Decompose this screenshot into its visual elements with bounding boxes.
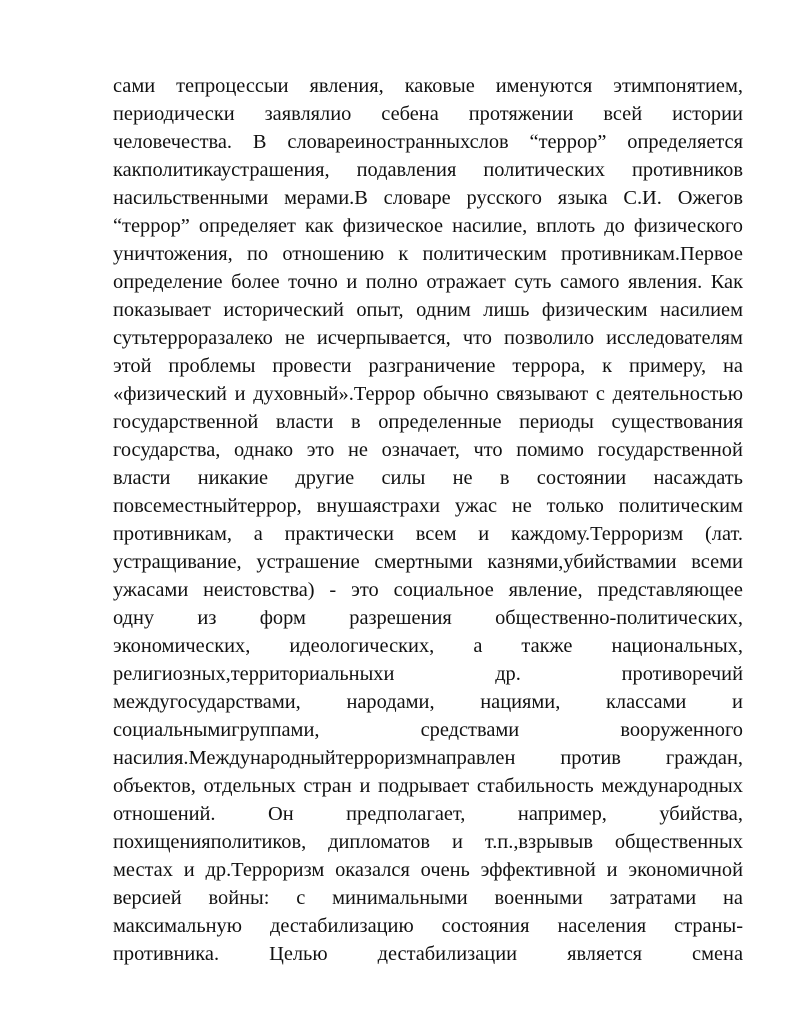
word: русского	[466, 187, 542, 209]
word: идеологических,	[289, 635, 435, 657]
word: истории	[672, 103, 743, 125]
word: отдельных	[203, 775, 296, 797]
word: общественных	[614, 831, 743, 853]
word: “террор”	[113, 215, 190, 237]
text-line	[113, 744, 743, 772]
text-line	[113, 268, 743, 296]
text-line	[113, 72, 743, 100]
word: примеру,	[628, 355, 707, 377]
word: и	[606, 859, 618, 881]
text-line	[113, 856, 743, 884]
word: повсеместныйтеррор,	[113, 495, 302, 517]
word: насаждать	[653, 467, 743, 489]
word: именуются	[495, 75, 593, 97]
word: противникам.Первое	[561, 243, 743, 265]
word: точно	[288, 271, 338, 293]
word: представляющее	[597, 579, 743, 601]
word: проблемы	[168, 355, 256, 377]
word: похищенияполитиков,	[113, 831, 307, 853]
word: предполагает,	[346, 803, 466, 825]
word: В	[252, 131, 267, 153]
word: насилием	[660, 299, 743, 321]
word: не	[511, 495, 532, 517]
word: разграничение	[368, 355, 496, 377]
word: подрывает	[378, 775, 470, 797]
word: и	[478, 523, 490, 545]
text-line	[113, 492, 743, 520]
word: из	[197, 607, 217, 629]
word: военными	[494, 887, 583, 909]
word: как	[305, 215, 334, 237]
word: казнями,убийствамии	[487, 551, 677, 573]
word: показывает	[113, 299, 211, 321]
word: периодически	[113, 103, 235, 125]
word: социальнымигруппами,	[113, 719, 320, 741]
word: дестабилизацию	[269, 915, 414, 937]
word: к	[398, 243, 409, 265]
word: явления,	[309, 75, 384, 97]
word: на	[723, 355, 743, 377]
word: «физический	[113, 383, 227, 405]
word: и	[732, 691, 743, 713]
word: провести	[272, 355, 352, 377]
word: национальных,	[611, 635, 743, 657]
word: самого	[559, 271, 620, 293]
word: исследователям	[606, 327, 743, 349]
word: граждан,	[665, 747, 743, 769]
word: экономичной	[628, 859, 743, 881]
word: местах	[113, 859, 173, 881]
word: не	[284, 327, 305, 349]
word: физического	[633, 215, 743, 237]
word: вплоть	[536, 215, 596, 237]
word: стабильность	[476, 775, 594, 797]
text-line	[113, 184, 743, 212]
word: объектов,	[113, 775, 196, 797]
word: подавления	[356, 159, 457, 181]
word: внушаястрахи	[316, 495, 441, 517]
word: каждому.Терроризм	[511, 523, 684, 545]
word: и	[359, 775, 371, 797]
word: духовный».Террор	[253, 383, 416, 405]
word: политических	[483, 159, 605, 181]
word: др.	[495, 663, 521, 685]
word: обычно	[423, 383, 489, 405]
text-line	[113, 156, 743, 184]
word: этой	[113, 355, 152, 377]
word: на	[722, 887, 743, 909]
word: версией	[113, 887, 182, 909]
word: явления.	[627, 271, 703, 293]
word: мерами.В	[284, 187, 368, 209]
word: против	[560, 747, 621, 769]
word: междугосударствами,	[113, 691, 301, 713]
text-line	[113, 324, 743, 352]
word: Целью	[269, 943, 328, 965]
word: всеми	[691, 551, 743, 573]
word: никакие	[197, 467, 269, 489]
text-line	[113, 772, 743, 800]
word: другие	[295, 467, 355, 489]
word: международных	[601, 775, 743, 797]
word: форм	[259, 607, 306, 629]
text-line	[113, 240, 743, 268]
word: явление,	[508, 579, 583, 601]
word: религиозных,территориальныхи	[113, 663, 395, 685]
word: разрешения	[349, 607, 452, 629]
word: с	[296, 887, 306, 909]
word: смертными	[374, 551, 473, 573]
word: определение	[113, 271, 223, 293]
word: политическим	[422, 243, 547, 265]
word: силы	[381, 467, 426, 489]
word: противника.	[113, 943, 220, 965]
word: это	[351, 579, 379, 601]
word: противоречий	[621, 663, 743, 685]
word: более	[231, 271, 280, 293]
text-line	[113, 100, 743, 128]
word: политическим	[618, 495, 743, 517]
word: одну	[113, 607, 155, 629]
word: протяжении	[468, 103, 574, 125]
word: Ожегов	[677, 187, 743, 209]
word: социальное	[393, 579, 494, 601]
word: исчерпывается,	[316, 327, 451, 349]
text-line	[113, 884, 743, 912]
word: этимпонятием,	[613, 75, 743, 97]
word: противникам,	[113, 523, 232, 545]
word: также	[521, 635, 573, 657]
word: эффективной	[480, 859, 596, 881]
word: устрашение	[256, 551, 360, 573]
word: средствами	[420, 719, 520, 741]
word: населения	[557, 915, 647, 937]
word: деятельностью	[612, 383, 743, 405]
word: определенные	[378, 411, 502, 433]
word: исторический	[223, 299, 344, 321]
word: т.п.,взрывыв	[484, 831, 593, 853]
word: стран	[303, 775, 352, 797]
text-line	[113, 464, 743, 492]
word: тепроцессыи	[176, 75, 289, 97]
text-line	[113, 212, 743, 240]
word: является	[567, 943, 642, 965]
text-line	[113, 912, 743, 940]
word: государственной	[597, 439, 743, 461]
word: существования	[611, 411, 743, 433]
text-line	[113, 716, 743, 744]
word: только	[546, 495, 604, 517]
word: террора,	[512, 355, 586, 377]
word: очень	[420, 859, 470, 881]
word: оказался	[335, 859, 410, 881]
word: полно	[365, 271, 418, 293]
word: противников	[631, 159, 743, 181]
text-line	[113, 380, 743, 408]
word: периоды	[519, 411, 594, 433]
word: это	[306, 439, 335, 461]
word: сами	[113, 75, 156, 97]
word: себена	[381, 103, 439, 125]
text-line	[113, 520, 743, 548]
word: физическим	[541, 299, 648, 321]
word: не	[452, 467, 473, 489]
word: уничтожения,	[113, 243, 233, 265]
word: состояния	[441, 915, 530, 937]
text-line	[113, 632, 743, 660]
word: какполитикаустрашения,	[113, 159, 330, 181]
word: отношению	[282, 243, 385, 265]
word: в	[499, 467, 510, 489]
word: экономических,	[113, 635, 251, 657]
word: позволило	[503, 327, 595, 349]
word: смена	[692, 943, 743, 965]
word: физическое	[342, 215, 443, 237]
word: означает,	[381, 439, 460, 461]
word: насильственными	[113, 187, 269, 209]
word: а	[253, 523, 263, 545]
word: затратами	[609, 887, 697, 909]
word: в	[350, 411, 361, 433]
word: страны-	[674, 915, 743, 937]
word: всей	[603, 103, 643, 125]
word: -	[329, 579, 337, 601]
word: и	[346, 271, 358, 293]
word: и	[451, 831, 463, 853]
word: по	[247, 243, 269, 265]
word: одним	[416, 299, 471, 321]
word: (лат.	[704, 523, 743, 545]
word: и	[183, 859, 195, 881]
word: насилие,	[452, 215, 528, 237]
word: максимальную	[113, 915, 242, 937]
word: государственной	[113, 411, 259, 433]
word: минимальными	[332, 887, 468, 909]
text-line	[113, 548, 743, 576]
word: до	[604, 215, 625, 237]
text-line	[113, 828, 743, 856]
word: нациями,	[480, 691, 561, 713]
text-line	[113, 940, 743, 968]
word: неистовства)	[203, 579, 315, 601]
text-line	[113, 408, 743, 436]
word: убийства,	[659, 803, 743, 825]
word: связывают	[496, 383, 589, 405]
text-line	[113, 660, 743, 688]
word: власти	[275, 411, 334, 433]
word: однако	[234, 439, 294, 461]
word: лишь	[483, 299, 530, 321]
word: народами,	[346, 691, 435, 713]
word: практически	[284, 523, 394, 545]
word: “террор”	[529, 131, 607, 153]
word: суть	[514, 271, 552, 293]
text-line	[113, 128, 743, 156]
word: вооруженного	[620, 719, 743, 741]
text-line	[113, 352, 743, 380]
word: власти	[113, 467, 171, 489]
word: определяется	[627, 131, 743, 153]
word: Как	[710, 271, 743, 293]
word: войны:	[208, 887, 270, 909]
word: опыт,	[356, 299, 404, 321]
word: что	[462, 327, 492, 349]
word: заявлялио	[264, 103, 352, 125]
word: языка	[557, 187, 608, 209]
word: насилия.Международныйтерроризмнаправлен	[113, 747, 516, 769]
word: например,	[517, 803, 607, 825]
word: ужасами	[113, 579, 189, 601]
word: и	[234, 383, 246, 405]
word: классами	[606, 691, 687, 713]
word: др.Терроризм	[205, 859, 325, 881]
word: словаре	[383, 187, 451, 209]
word: сутьтерроразалеко	[113, 327, 273, 349]
word: а	[473, 635, 483, 657]
word: словареиностранныхслов	[287, 131, 509, 153]
text-line	[113, 688, 743, 716]
word: дипломатов	[328, 831, 431, 853]
word: помимо	[516, 439, 584, 461]
word: определяет	[198, 215, 296, 237]
text-line	[113, 576, 743, 604]
word: к	[602, 355, 613, 377]
word: отношений.	[113, 803, 216, 825]
word: Он	[268, 803, 294, 825]
word: что	[473, 439, 503, 461]
text-line	[113, 436, 743, 464]
word: каковые	[404, 75, 475, 97]
word: с	[595, 383, 605, 405]
text-line	[113, 604, 743, 632]
word: состоянии	[536, 467, 627, 489]
text-line	[113, 800, 743, 828]
word: устращивание,	[113, 551, 242, 573]
word: государства,	[113, 439, 221, 461]
word: отражает	[426, 271, 506, 293]
word: С.И.	[623, 187, 662, 209]
body-text	[113, 72, 743, 968]
text-line	[113, 296, 743, 324]
word: общественно-политических,	[495, 607, 743, 629]
word: дестабилизации	[377, 943, 518, 965]
word: не	[347, 439, 368, 461]
word: ужас	[454, 495, 498, 517]
word: человечества.	[113, 131, 233, 153]
word: всем	[415, 523, 457, 545]
